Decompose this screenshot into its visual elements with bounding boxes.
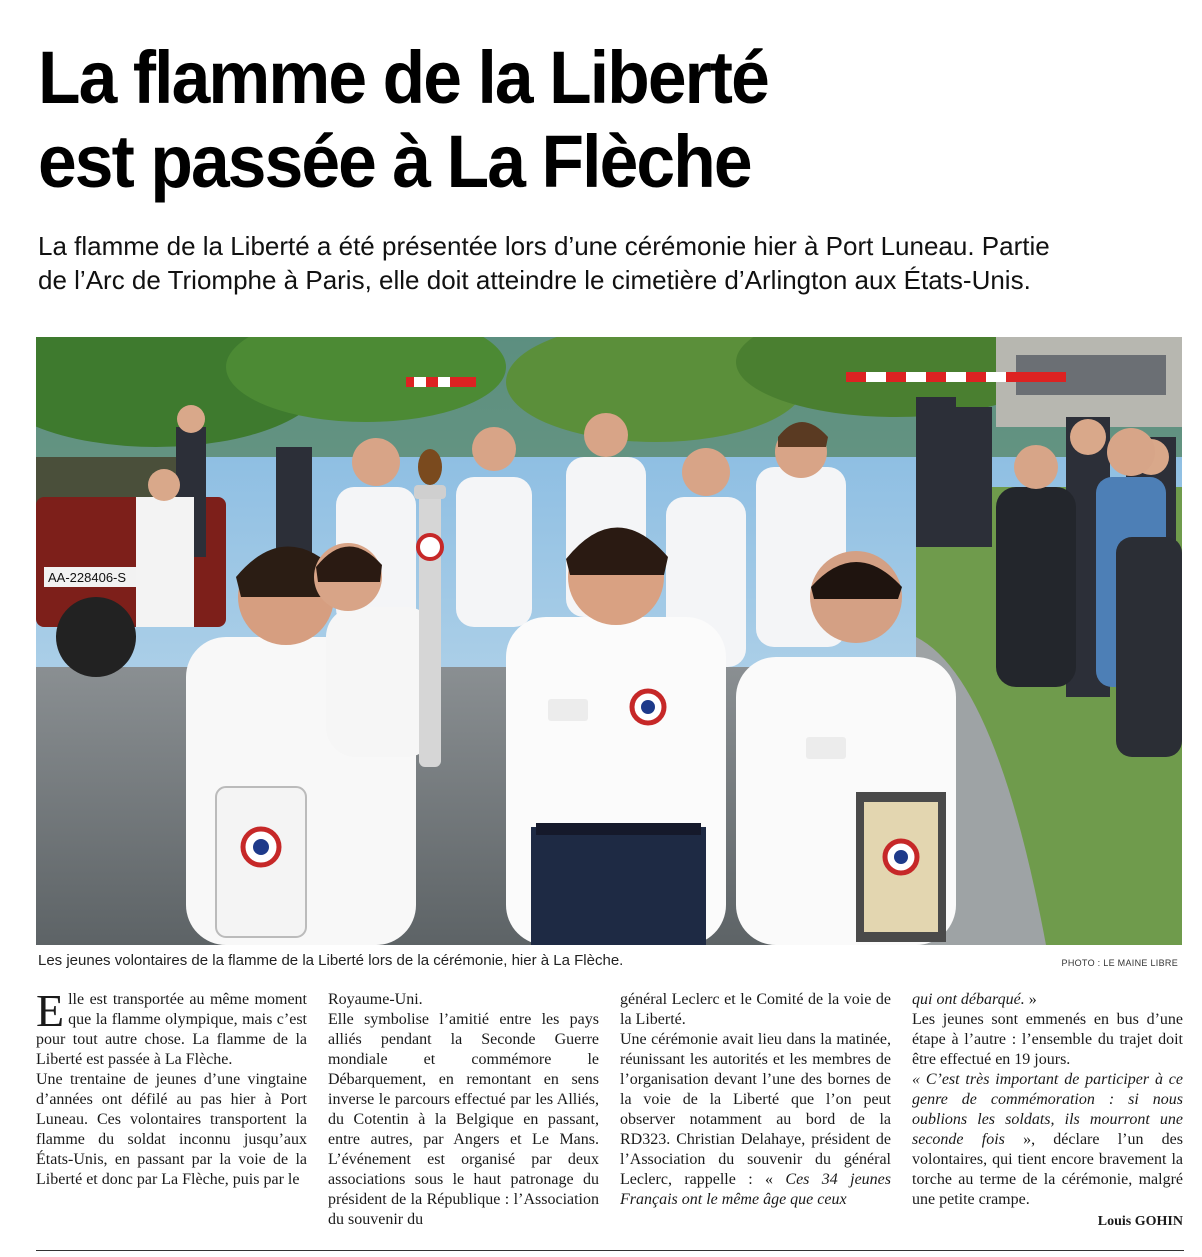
- headline: [38, 36, 1110, 204]
- quote-text: Ces 34 jeunes Français ont le même âge que ceux: [620, 1171, 891, 1208]
- paragraph: Une trentaine de jeunes d’une vingtaine d’années ont défilé au pas hier à Port Luneau. Ces volontaires transportent la flamme du soldat inconnu jusqu’aux États-Unis, en passant par la voie de la Liberté et donc par La Flèche, puis par le: [36, 1071, 307, 1188]
- paragraph: Elle symbolise l’amitié entre les pays alliés pendant la Seconde Guerre mondiale et commémore le Débarquement, en remontant en sens inverse le parcours effectué par les Alliés, du Cotentin à la Belgique en passant, entre autres, par Angers et Le Mans. L’événement est organisé par deux associations sous le haut patronage du président de la République : l’Association du souvenir du: [328, 1011, 599, 1228]
- lead-line-1: La flamme de la Liberté a été présentée lors d’une cérémonie hier à Port Luneau. Partie: [38, 231, 1050, 261]
- paragraph: Les jeunes sont emmenés en bus d’une étape à l’autre : l’ensemble du trajet doit être effectué en 19 jours.: [912, 1011, 1183, 1068]
- paragraph: [912, 1070, 1183, 1210]
- paragraph-text: », déclare l’un des volontaires, qui tient encore bravement la torche au terme de la cérémonie, malgré une petite crampe.: [912, 1131, 1183, 1208]
- article-column-2: [328, 990, 599, 1230]
- paragraph: Royaume-Uni.: [328, 991, 423, 1008]
- article-column-3: [620, 990, 891, 1230]
- headline-line-2: est passée à La Flèche: [38, 120, 751, 203]
- paragraph: général Leclerc et le Comité de la voie de la Liberté.: [620, 991, 891, 1028]
- quote-text: qui ont débarqué.: [912, 991, 1025, 1008]
- lead-line-2: de l’Arc de Triomphe à Paris, elle doit atteindre le cimetière d’Arlington aux États-Unis.: [38, 265, 1031, 295]
- paragraph-text: lle est transportée au même moment que la flamme olympique, mais c’est pour tout autre chose. La flamme de la Liberté est passée à La Flèche.: [36, 991, 307, 1068]
- quote-text: « C’est très important de participer à ce genre de commémoration : si nous oublions les soldats, ils mourront une seconde fois: [912, 1071, 1183, 1148]
- photo-credit: PHOTO : LE MAINE LIBRE: [1061, 958, 1178, 968]
- article-column-1: [36, 990, 307, 1230]
- bottom-rule: [36, 1250, 1184, 1251]
- paragraph: [620, 1030, 891, 1210]
- article-lead: [38, 229, 1178, 297]
- article-body: [36, 990, 1184, 1230]
- paragraph: [36, 990, 307, 1070]
- paragraph: [912, 990, 1183, 1010]
- vehicle-plate: AA-228406-S: [48, 570, 127, 585]
- paragraph-text: Une cérémonie avait lieu dans la matinée, réunissant les autorités et les membres de l’organisation devant l’une des bornes de la voie de la Liberté que l’on peut observer notamment au bord de la RD323. Christian Delahaye, président de l’Association du souvenir du général Leclerc, rappelle : «: [620, 1031, 891, 1188]
- quote-close: »: [1024, 991, 1037, 1008]
- author-signature: Louis GOHIN: [1097, 1214, 1183, 1229]
- ceremony-photo: [36, 337, 1182, 945]
- photo-caption: Les jeunes volontaires de la flamme de la Liberté lors de la cérémonie, hier à La Flèche.: [38, 952, 624, 969]
- headline-line-1: La flamme de la Liberté: [38, 36, 768, 119]
- drop-cap: E: [36, 990, 65, 1036]
- article-column-4: [912, 990, 1183, 1230]
